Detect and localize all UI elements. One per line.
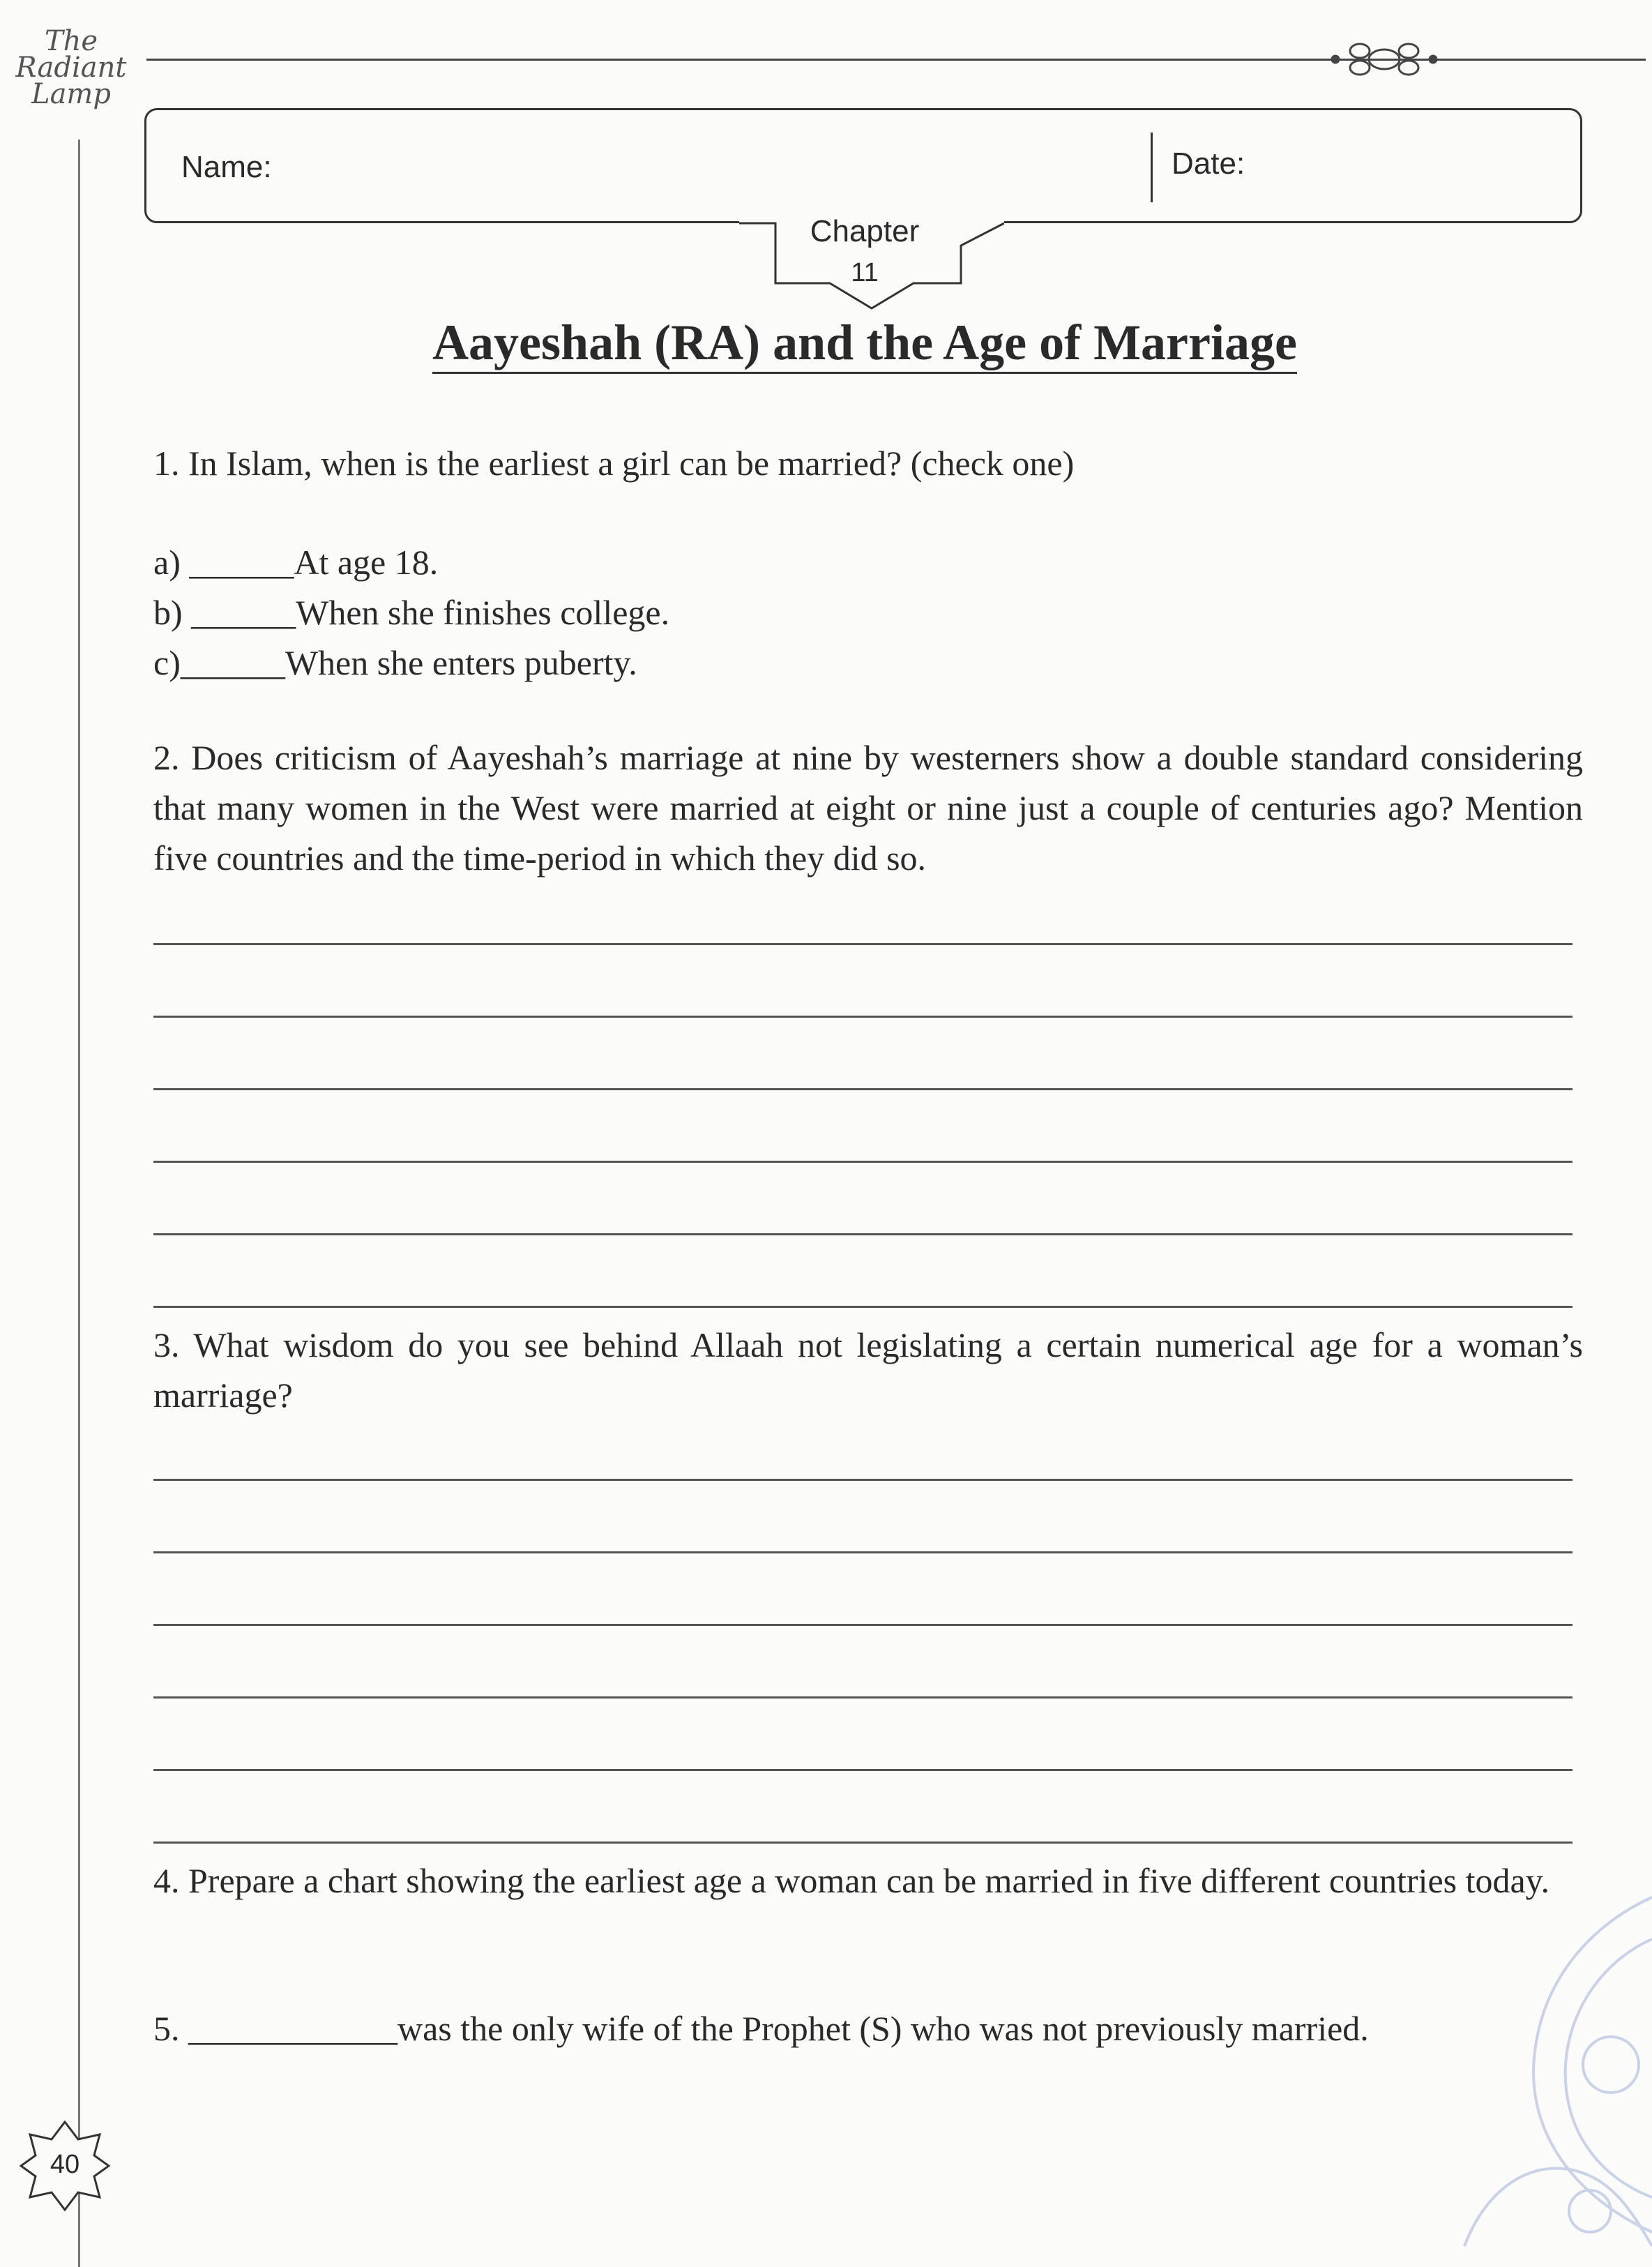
answer-line[interactable]	[153, 1842, 1573, 1844]
option-c-text: When she enters puberty.	[285, 643, 637, 682]
brand-line-3: Lamp	[31, 78, 111, 110]
question-5-number: 5.	[153, 2009, 180, 2048]
worksheet-title	[209, 314, 1520, 372]
corner-watermark	[1381, 1883, 1652, 2267]
flourish-ornament	[1318, 31, 1450, 87]
question-4: 4. Prepare a chart showing the earliest age a woman can be married in five different countries today.	[153, 1861, 1549, 1900]
option-a-letter: a)	[153, 543, 181, 582]
option-a	[153, 537, 438, 587]
answer-line[interactable]	[153, 1551, 1573, 1553]
name-label: Name:	[181, 150, 272, 184]
answer-line[interactable]	[153, 1161, 1573, 1163]
answer-line[interactable]	[153, 1088, 1573, 1090]
chapter-number: 11	[851, 258, 879, 287]
brand-line-1: The	[44, 25, 98, 57]
answer-line[interactable]	[153, 1233, 1573, 1235]
brand-line-2: Radiant	[15, 52, 127, 84]
date-label: Date:	[1172, 146, 1245, 181]
option-a-blank[interactable]: ______	[189, 543, 294, 582]
chapter-label: Chapter	[810, 214, 920, 248]
worksheet-title-text: Aayeshah (RA) and the Age of Marriage	[432, 315, 1297, 374]
answer-line[interactable]	[153, 1306, 1573, 1308]
option-a-text: At age 18.	[294, 543, 439, 582]
option-b-text: When she finishes college.	[296, 593, 670, 632]
question-1: 1. In Islam, when is the earliest a girl can be married? (check one)	[153, 444, 1075, 483]
page-number: 40	[50, 2150, 80, 2179]
option-b-blank[interactable]: ______	[191, 593, 296, 632]
question-5-text: was the only wife of the Prophet (S) who was not previously married.	[397, 2009, 1369, 2048]
option-c	[153, 638, 637, 688]
question-2: 2. Does criticism of Aayeshah’s marriage at nine by westerners show a double standard considering that many women in the West were married at eight or nine just a couple of centuries ago? Mention five countries and the time-period in which they did so.	[153, 738, 1583, 878]
question-5	[153, 2003, 1369, 2054]
option-b-letter: b)	[153, 593, 183, 632]
option-c-blank[interactable]: ______	[180, 643, 285, 682]
answer-line[interactable]	[153, 1479, 1573, 1481]
answer-line[interactable]	[153, 1769, 1573, 1771]
answer-line[interactable]	[153, 1696, 1573, 1699]
option-b	[153, 587, 669, 638]
name-date-box	[144, 108, 1582, 223]
question-3: 3. What wisdom do you see behind Allaah not legislating a certain numerical age for a woman’s marriage?	[153, 1325, 1583, 1415]
date-divider	[1151, 133, 1153, 202]
answer-line[interactable]	[153, 1016, 1573, 1018]
brand-logo	[15, 25, 127, 110]
answer-line[interactable]	[153, 1624, 1573, 1626]
option-c-letter: c)	[153, 643, 181, 682]
left-margin-rule	[78, 140, 80, 2267]
question-5-blank[interactable]: ____________	[188, 2009, 397, 2048]
answer-line[interactable]	[153, 943, 1573, 945]
